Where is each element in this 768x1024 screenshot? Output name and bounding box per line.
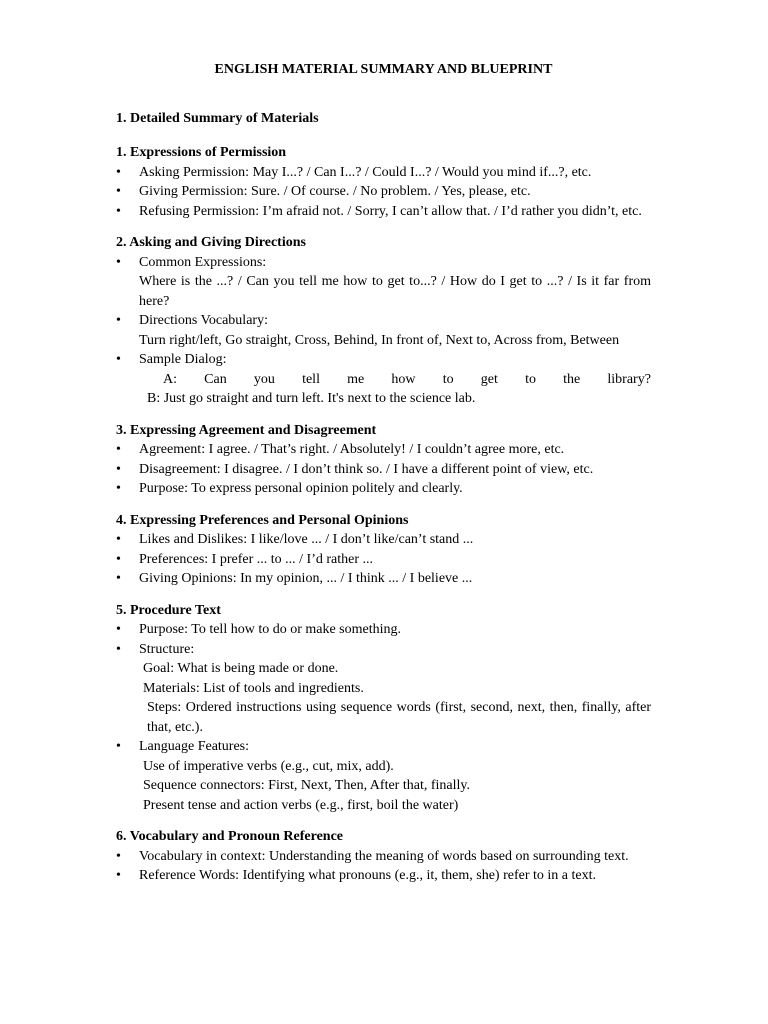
dialog-word: the [563,371,581,387]
dialog-line-b: B: Just go straight and turn left. It's next to the science lab. [147,391,476,406]
bullet-icon: • [116,848,121,864]
feature-line: Sequence connectors: First, Next, Then, After that, finally. [143,778,470,793]
bullet-icon: • [116,551,121,567]
bullet-list [116,620,651,815]
section-title: 1. Expressions of Permission [116,145,287,160]
list-item-text: Vocabulary in context: Understanding the meaning of words based on surrounding text. [139,848,629,864]
bullet-icon: • [116,254,121,270]
list-item-detail: Turn right/left, Go straight, Cross, Behind, In front of, Next to, Across from, Between [139,332,620,348]
section-title: 3. Expressing Agreement and Disagreement [116,422,377,438]
bullet-list [116,440,651,499]
list-item-label: Structure: [139,641,195,657]
list-item [116,530,651,550]
list-item-text: Agreement: I agree. / That’s right. / Absolutely! / I couldn’t agree more, etc. [139,442,565,457]
section-title: 4. Expressing Preferences and Personal Opinions [116,512,409,528]
dialog-word: A: [163,371,177,387]
list-item-label: Sample Dialog: [139,352,227,367]
bullet-icon: • [116,571,121,586]
list-item-label: Common Expressions: [139,254,267,270]
list-item-text: Asking Permission: May I...? / Can I...? / Could I...? / Would you mind if...?, etc. [139,164,592,180]
list-item-text: Giving Opinions: In my opinion, ... / I think ... / I believe ... [139,571,473,586]
list-item-text: Preferences: I prefer ... to ... / I’d rather ... [139,551,374,567]
list-item-text: Disagreement: I disagree. / I don’t think so. / I have a different point of view, etc. [139,461,594,477]
list-item-label: Language Features: [139,739,250,754]
bullet-icon: • [116,622,121,637]
bullet-icon: • [116,352,121,367]
list-item-text: Purpose: To express personal opinion politely and clearly. [139,481,463,496]
list-item [116,550,651,570]
dialog-word: how [391,371,416,387]
bullet-list [116,253,651,370]
dialog-word: tell [302,371,320,387]
list-item [116,253,651,312]
document-title: ENGLISH MATERIAL SUMMARY AND BLUEPRINT [214,62,553,77]
list-item [116,847,651,867]
list-item-text: Likes and Dislikes: I like/love ... / I don’t like/can’t stand ... [139,532,474,547]
bullet-list [116,163,651,222]
section-vocabulary [116,827,651,886]
dialog-line-a [116,370,651,390]
structure-materials: Materials: List of tools and ingredients. [143,680,364,696]
list-item-text: Giving Permission: Sure. / Of course. / No problem. / Yes, please, etc. [139,184,531,199]
structure-goal: Goal: What is being made or done. [143,661,339,676]
structure-steps: Steps: Ordered instructions using sequence words (first, second, next, then, finally, after that, etc.). [147,700,651,735]
dialog-word: Can [204,371,227,387]
list-item [116,163,651,183]
list-item-text: Refusing Permission: I’m afraid not. / Sorry, I can’t allow that. / I’d rather you didn’t, etc. [139,203,642,219]
section-permission [116,143,651,221]
bullet-icon: • [116,739,121,754]
bullet-icon: • [116,481,121,496]
section-title: 6. Vocabulary and Pronoun Reference [116,829,343,844]
list-item [116,182,651,202]
feature-line: Use of imperative verbs (e.g., cut, mix, add). [143,758,394,774]
bullet-list [116,847,651,886]
main-heading: 1. Detailed Summary of Materials [116,111,319,126]
section-directions [116,233,651,409]
section-preferences [116,511,651,589]
dialog-word: me [347,371,365,387]
bullet-icon: • [116,442,121,457]
bullet-icon: • [116,461,121,477]
dialog-word: to [442,371,454,387]
list-item [116,569,651,589]
list-item-text: Purpose: To tell how to do or make something. [139,622,402,637]
section-title: 2. Asking and Giving Directions [116,235,306,250]
list-item [116,479,651,499]
list-item [116,460,651,480]
list-item [116,737,651,815]
dialog-word: you [253,371,275,387]
section-title: 5. Procedure Text [116,602,221,618]
section-procedure-text [116,601,651,816]
bullet-list [116,530,651,589]
list-item [116,440,651,460]
bullet-icon: • [116,203,121,219]
list-item [116,202,651,222]
list-item [116,866,651,886]
list-item [116,640,651,738]
dialog-word: to [525,371,536,387]
feature-line: Present tense and action verbs (e.g., first, boil the water) [143,797,459,813]
list-item-detail: Where is the ...? / Can you tell me how to get to...? / How do I get to ...? / Is it far from here? [139,274,651,309]
list-item-text: Reference Words: Identifying what pronouns (e.g., it, them, she) refer to in a text. [139,868,596,883]
bullet-icon: • [116,313,121,328]
list-item-label: Directions Vocabulary: [139,313,268,328]
bullet-icon: • [116,184,121,199]
bullet-icon: • [116,641,121,657]
section-agreement [116,421,651,499]
list-item [116,350,651,370]
dialog-word: get [480,371,498,387]
bullet-icon: • [116,868,121,883]
bullet-icon: • [116,532,121,547]
list-item [116,620,651,640]
document-page [116,60,651,898]
dialog-word: library? [607,371,651,387]
bullet-icon: • [116,164,121,180]
list-item [116,311,651,350]
